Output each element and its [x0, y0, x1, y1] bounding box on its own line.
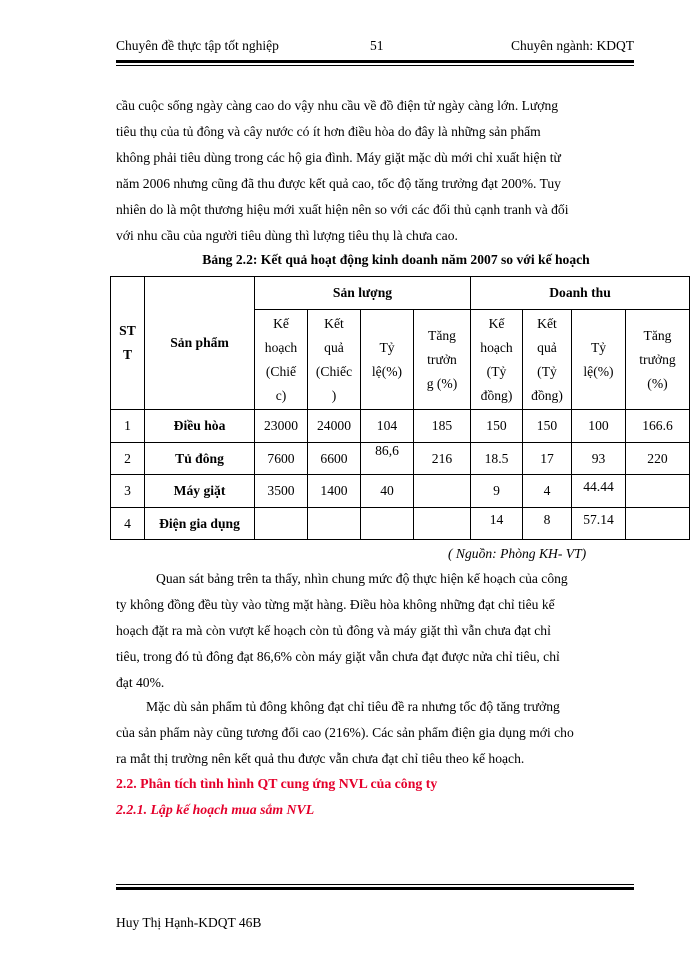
cell-q-result [308, 508, 361, 540]
col-header-ratio: Tỷ lệ(%) [361, 310, 414, 410]
paragraph-3 [116, 694, 634, 772]
col-header-product: Sản phẩm [145, 277, 255, 410]
paragraph-2 [116, 566, 634, 696]
cell-q-plan: 3500 [255, 475, 308, 508]
footer-rule-thick [116, 887, 634, 890]
cell-r-growth [626, 475, 690, 508]
cell-q-ratio: 104 [361, 410, 414, 443]
cell-r-result: 8 [523, 508, 572, 540]
cell-q-growth: 185 [414, 410, 471, 443]
cell-stt: 4 [111, 508, 145, 540]
cell-r-growth [626, 508, 690, 540]
cell-q-result: 1400 [308, 475, 361, 508]
group-header-quantity: Sản lượng [255, 277, 471, 310]
text-line: Quan sát bảng trên ta thấy, nhìn chung mức độ thực hiện kế hoạch của công [156, 571, 568, 586]
cell-q-ratio: 40 [361, 475, 414, 508]
cell-stt: 1 [111, 410, 145, 443]
group-header-revenue: Doanh thu [471, 277, 690, 310]
cell-q-growth [414, 508, 471, 540]
cell-r-plan: 18.5 [471, 443, 523, 475]
col-header-plan-units: Kế hoạch (Chiế c) [255, 310, 308, 410]
cell-stt: 2 [111, 443, 145, 475]
text-line: với nhu cầu của người tiêu dùng thì lượng tiêu thụ là chưa cao. [116, 228, 458, 243]
cell-product: Máy giặt [145, 475, 255, 508]
cell-q-ratio [361, 508, 414, 540]
cell-r-ratio: 57.14 [572, 508, 626, 540]
cell-r-result: 17 [523, 443, 572, 475]
cell-r-result: 150 [523, 410, 572, 443]
text-line: nhiên do là một thương hiệu mới xuất hiện nên so với các đối thủ cạnh tranh và đối [116, 202, 569, 217]
table-row [111, 508, 690, 540]
cell-r-ratio: 93 [572, 443, 626, 475]
cell-r-ratio: 100 [572, 410, 626, 443]
text-line: không phải tiêu dùng trong các hộ gia đình. Máy giặt mặc dù mới chỉ xuất hiện từ [116, 150, 561, 165]
paragraph-1 [116, 93, 634, 249]
col-header-result-units: Kết quả (Chiếc ) [308, 310, 361, 410]
text-line: ty không đồng đều tùy vào từng mặt hàng. Điều hòa không những đạt chỉ tiêu kế [116, 597, 555, 612]
table-row [111, 443, 690, 475]
header-rule-thin [116, 65, 634, 66]
cell-product: Điện gia dụng [145, 508, 255, 540]
text-line: của sản phẩm này cũng tương đối cao (216%). Các sản phẩm điện gia dụng mới cho [116, 725, 574, 740]
header-rule-thick [116, 60, 634, 63]
cell-q-growth [414, 475, 471, 508]
text-line: ra mắt thị trường nên kết quả thu được vẫn chưa đạt chỉ tiêu theo kế hoạch. [116, 751, 525, 766]
table-caption: Bảng 2.2: Kết quả hoạt động kinh doanh năm 2007 so với kế hoạch [202, 252, 590, 267]
page-number: 51 [370, 38, 384, 53]
table-source: ( Nguồn: Phòng KH- VT) [448, 546, 587, 561]
text-line: tiêu, trong đó tủ đông đạt 86,6% còn máy giặt vẫn chưa đạt được nửa chỉ tiêu, chỉ [116, 649, 560, 664]
cell-q-result: 24000 [308, 410, 361, 443]
cell-stt: 3 [111, 475, 145, 508]
cell-r-plan: 14 [471, 508, 523, 540]
footer-rule-thin [116, 884, 634, 885]
cell-q-plan: 23000 [255, 410, 308, 443]
cell-r-plan: 9 [471, 475, 523, 508]
table-row [111, 410, 690, 443]
cell-r-growth: 166.6 [626, 410, 690, 443]
cell-q-plan: 7600 [255, 443, 308, 475]
col-header-result-revenue: Kết quả (Tỷ đồng) [523, 310, 572, 410]
text-line: cầu cuộc sống ngày càng cao do vậy nhu cầu về đồ điện tử ngày càng lớn. Lượng [116, 98, 559, 113]
cell-r-plan: 150 [471, 410, 523, 443]
col-header-ratio-revenue: Tỷ lệ(%) [572, 310, 626, 410]
header-major: Chuyên ngành: KDQT [511, 38, 634, 53]
cell-q-growth: 216 [414, 443, 471, 475]
col-header-growth-quantity: Tăng trưởn g (%) [414, 310, 471, 410]
subsection-heading: 2.2.1. Lập kế hoạch mua sắm NVL [116, 802, 315, 817]
footer-author: Huy Thị Hạnh-KDQT 46B [116, 915, 262, 930]
cell-q-result: 6600 [308, 443, 361, 475]
page-header [116, 38, 634, 58]
cell-q-plan [255, 508, 308, 540]
text-line: đạt 40%. [116, 675, 165, 690]
text-line: năm 2006 nhưng cũng đã thu được kết quả cao, tốc độ tăng trưởng đạt 200%. Tuy [116, 176, 561, 191]
table-row [111, 475, 690, 508]
col-header-growth-revenue: Tăng trưởng (%) [626, 310, 690, 410]
text-line: Mặc dù sản phẩm tủ đông không đạt chỉ tiêu đề ra nhưng tốc độ tăng trưởng [146, 699, 560, 714]
cell-product: Tủ đông [145, 443, 255, 475]
cell-r-ratio: 44.44 [572, 475, 626, 508]
text-line: hoạch đặt ra mà còn vượt kế hoạch còn tủ đông và máy giặt thì vẫn chưa đạt chỉ [116, 623, 551, 638]
cell-product: Điều hòa [145, 410, 255, 443]
results-table [110, 276, 690, 540]
text-line: tiêu thụ của tủ đông và cây nước có ít hơn điều hòa do đây là những sản phẩm [116, 124, 541, 139]
section-heading: 2.2. Phân tích tình hình QT cung ứng NVL của công ty [116, 776, 438, 791]
cell-q-ratio: 86,6 [361, 443, 414, 475]
header-title: Chuyên đề thực tập tốt nghiệp [116, 38, 279, 53]
col-header-stt: ST T [111, 277, 145, 410]
cell-r-growth: 220 [626, 443, 690, 475]
cell-r-result: 4 [523, 475, 572, 508]
col-header-plan-revenue: Kế hoạch (Tỷ đồng) [471, 310, 523, 410]
